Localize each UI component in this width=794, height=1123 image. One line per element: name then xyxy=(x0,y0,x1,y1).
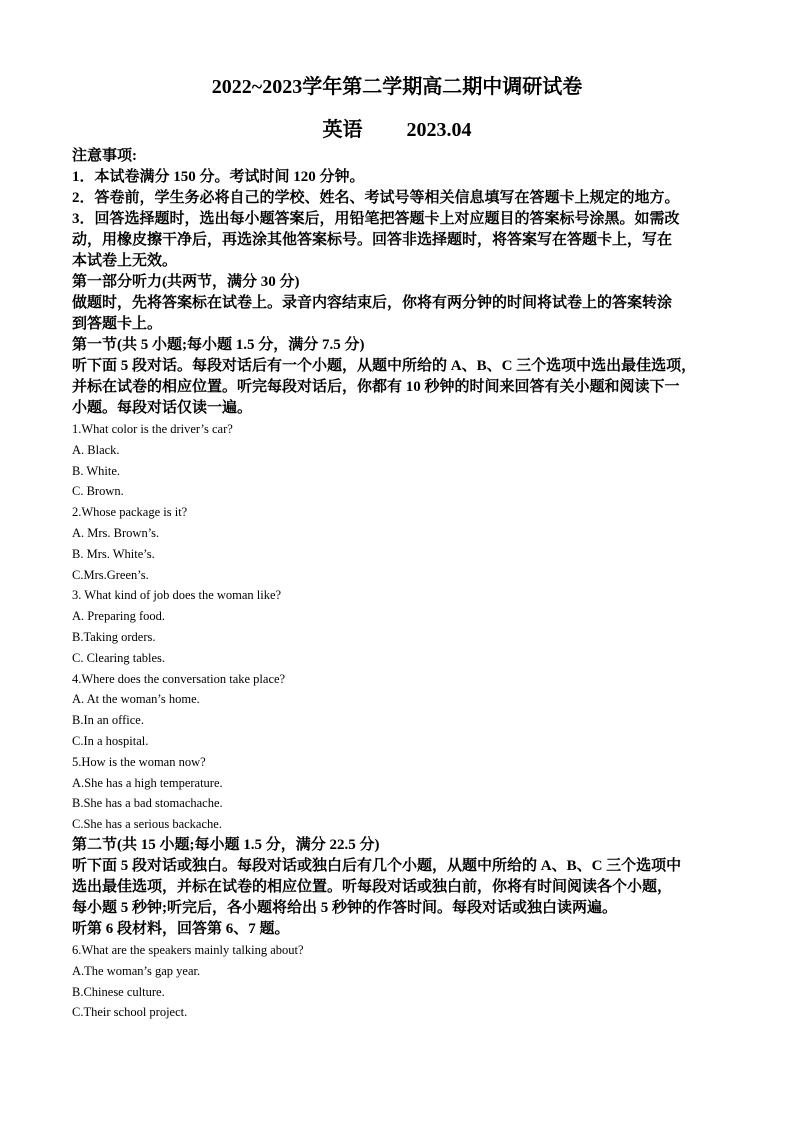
exam-title: 2022~2023学年第二学期高二期中调研试卷 xyxy=(211,76,583,98)
section1-instruction: 小题。每段对话仅读一遍。 xyxy=(72,400,253,416)
option-c: C. Clearing tables. xyxy=(72,650,166,665)
question-2: 2.Whose package is it? xyxy=(72,505,188,520)
option-a: A.The woman’s gap year. xyxy=(72,963,201,978)
notice-line: 1．本试卷满分 150 分。考试时间 120 分钟。 xyxy=(72,169,365,185)
material-heading: 听第 6 段材料，回答第 6、7 题。 xyxy=(72,920,290,937)
subject-name: 英语 xyxy=(322,119,363,141)
part1-instruction: 到答题卡上。 xyxy=(72,316,163,332)
section1-heading: 第一节(共 5 小题;每小题 1.5 分，满分 7.5 分) xyxy=(72,337,365,353)
option-a: A. Mrs. Brown’s. xyxy=(72,525,160,540)
notice-line: 本试卷上无效。 xyxy=(72,253,178,269)
question-6: 6.What are the speakers mainly talking about? xyxy=(72,942,304,957)
exam-date: 2023.04 xyxy=(406,119,472,141)
question-4: 4.Where does the conversation take place? xyxy=(72,671,286,686)
exam-content xyxy=(72,146,732,1023)
option-a: A. Black. xyxy=(72,442,120,457)
section2-instruction: 选出最佳选项，并标在试卷的相应位置。听每段对话或独白前，你将有时间阅读各个小题， xyxy=(72,878,673,895)
option-c: C. Brown. xyxy=(72,484,124,499)
option-b: B. Mrs. White’s. xyxy=(72,546,155,561)
part1-instruction: 做题时，先将答案标在试卷上。录音内容结束后，你将有两分钟的时间将试卷上的答案转涂 xyxy=(72,295,673,311)
section2-instruction: 听下面 5 段对话或独白。每段对话或独白后有几个小题，从题中所给的 A、B、C 三个选项中 xyxy=(72,857,682,874)
option-b: B. White. xyxy=(72,463,121,478)
option-b: B.In an office. xyxy=(72,713,144,728)
option-a: A.She has a high temperature. xyxy=(72,775,223,790)
notice-line: 动，用橡皮擦干净后，再选涂其他答案标号。回答非选择题时，将答案写在答题卡上，写在 xyxy=(72,232,673,248)
option-c: C.Their school project. xyxy=(72,1005,188,1020)
question-3: 3. What kind of job does the woman like? xyxy=(72,588,282,603)
section1-instruction: 听下面 5 段对话。每段对话后有一个小题，从题中所给的 A、B、C 三个选项中选出最佳选项， xyxy=(72,358,697,374)
option-a: A. Preparing food. xyxy=(72,609,166,624)
section2-heading: 第二节(共 15 小题;每小题 1.5 分，满分 22.5 分) xyxy=(72,836,380,853)
option-b: B.Chinese culture. xyxy=(72,984,165,999)
notice-heading: 注意事项: xyxy=(72,148,137,164)
question-1: 1.What color is the driver’s car? xyxy=(72,422,233,436)
notice-line: 3．回答选择题时，选出每小题答案后，用铅笔把答题卡上对应题目的答案标号涂黑。如需改 xyxy=(72,211,680,227)
section2-instruction: 每小题 5 秒钟;听完后，各小题将给出 5 秒钟的作答时间。每段对话或独白读两遍。 xyxy=(72,899,617,916)
subject-line xyxy=(0,113,794,142)
notice-line: 2．答卷前，学生务必将自己的学校、姓名、考试号等相关信息填写在答题卡上规定的地方。 xyxy=(72,190,680,206)
question-5: 5.How is the woman now? xyxy=(72,754,206,769)
option-b: B.She has a bad stomachache. xyxy=(72,796,223,811)
option-c: C.In a hospital. xyxy=(72,733,149,748)
option-b: B.Taking orders. xyxy=(72,629,156,644)
option-c: C.Mrs.Green’s. xyxy=(72,567,149,582)
option-a: A. At the woman’s home. xyxy=(72,692,200,707)
option-c: C.She has a serious backache. xyxy=(72,817,222,832)
part1-heading: 第一部分听力(共两节，满分 30 分) xyxy=(72,274,300,290)
section1-instruction: 并标在试卷的相应位置。听完每段对话后，你都有 10 秒钟的时间来回答有关小题和阅读下一 xyxy=(72,379,680,395)
